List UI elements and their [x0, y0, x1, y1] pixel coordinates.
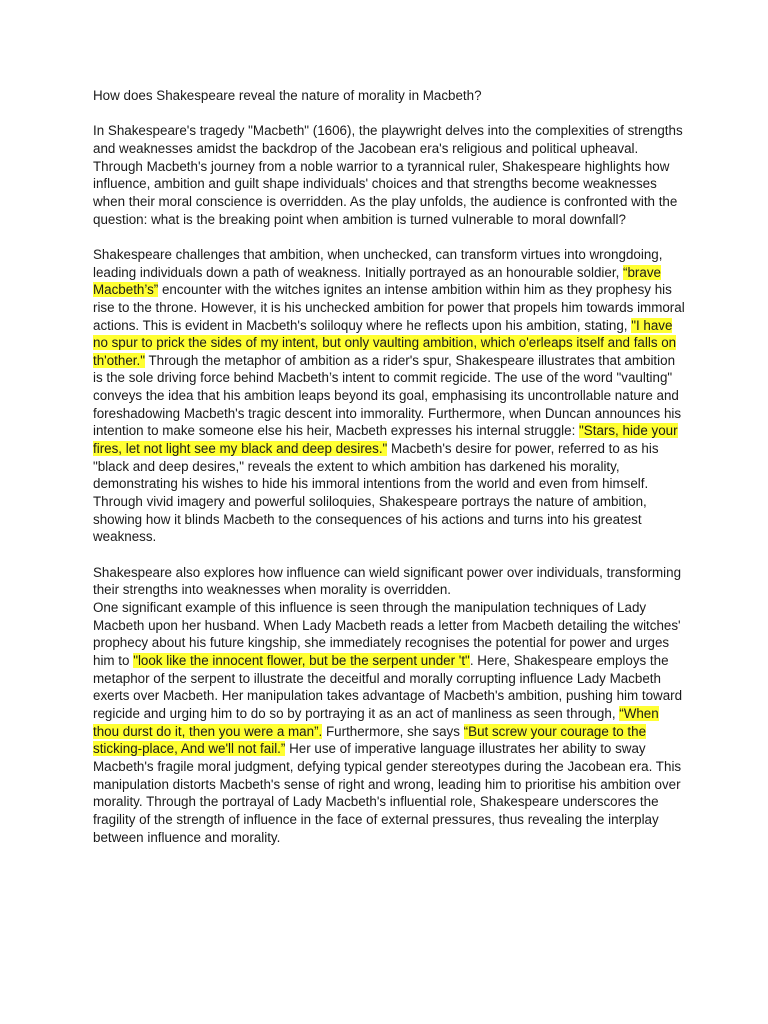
body-text: One significant example of this influence is seen through the manipulation techniques of Lady Macbeth upon her husband. When Lady Macbeth reads a letter from Macbeth detailing the witches' prophecy about his future kingship, she immediately recognises the potential for power and urges him to: [93, 599, 681, 668]
body-text: Macbeth's desire for power, referred to as his "black and deep desires," reveals the extent to which ambition has darkened his morality, demonstrating his wishes to hide his immoral intentions from the world and even from himself. Through vivid imagery and powerful soliloquies, Shakespeare portrays the nature of ambition, showing how it blinds Macbeth to the consequences of his actions and turns into his greatest weakness.: [93, 441, 659, 545]
intro-paragraph: In Shakespeare's tragedy "Macbeth" (1606), the playwright delves into the complexities of strengths and weaknesses amidst the backdrop of the Jacobean era's religious and political upheaval. Through Macbeth's journey from a noble warrior to a tyrannical ruler, Shakespeare highlights how influence, ambition and guilt shape individuals' choices and that strengths become weaknesses when their moral conscience is overridden. As the play unfolds, the audience is confronted with the question: what is the breaking point when ambition is turned vulnerable to moral downfall?: [93, 123, 683, 227]
essay-title: How does Shakespeare reveal the nature of morality in Macbeth?: [93, 88, 482, 103]
highlighted-quote: "I have no spur to prick the sides of my intent, but only vaulting ambition, which o'erleaps itself and falls on th'other.": [93, 317, 677, 368]
highlighted-quote: “brave Macbeth’s”: [93, 264, 661, 298]
body-text: Her use of imperative language illustrates her ability to sway Macbeth's fragile moral judgment, defying typical gender stereotypes during the Jacobean era. This manipulation distorts Macbeth's sense of right and wrong, leading him to prioritise his ambition over morality. Through the portrayal of Lady Macbeth's influential role, Shakespeare underscores the fragility of the strength of influence in the face of external pressures, thus revealing the interplay between influence and morality.: [93, 741, 682, 845]
highlighted-quote: "Stars, hide your fires, let not light see my black and deep desires.": [93, 423, 678, 457]
highlighted-quote: "look like the innocent flower, but be the serpent under 't": [133, 652, 470, 668]
body-text: Shakespeare challenges that ambition, when unchecked, can transform virtues into wrongdoing, leading individuals down a path of weakness. Initially portrayed as an honourable soldier,: [93, 246, 663, 280]
body-text: Furthermore, she says: [322, 723, 464, 739]
paragraph-gap: [93, 546, 685, 564]
document-page: [93, 87, 685, 846]
paragraph-gap: [93, 105, 685, 123]
highlighted-quote: “When thou durst do it, then you were a man”.: [93, 705, 659, 739]
body-text: . Here, Shakespeare employs the metaphor of the serpent to illustrate the deceitful and morally corrupting influence Lady Macbeth exerts over Macbeth. Her manipulation takes advantage of Macbeth's ambition, pushing him toward regicide and urging him to do so by portraying it as an act of manliness as seen through,: [93, 652, 683, 721]
paragraph-gap: [93, 228, 685, 246]
body-text: encounter with the witches ignites an intense ambition within him as they prophesy his rise to the throne. However, it is his unchecked ambition for power that propels him towards immoral actions. This is evident in Macbeth's soliloquy where he reflects upon his ambition, stating,: [93, 282, 685, 333]
influence-paragraph: [93, 599, 685, 846]
influence-lead-paragraph: Shakespeare also explores how influence can wield significant power over individuals, transforming their strengths into weaknesses when morality is overridden.: [93, 564, 682, 598]
body-text: Through the metaphor of ambition as a rider's spur, Shakespeare illustrates that ambition is the sole driving force behind Macbeth’s intent to commit regicide. The use of the word "vaulting" conveys the idea that his ambition leaps beyond its goal, emphasising its uncontrollable nature and foreshadowing Macbeth's tragic descent into immorality. Furthermore, when Duncan announces his intention to make someone else his heir, Macbeth expresses his internal struggle:: [93, 352, 682, 439]
ambition-paragraph: [93, 246, 685, 546]
highlighted-quote: “But screw your courage to the sticking-place, And we'll not fail.”: [93, 723, 647, 757]
